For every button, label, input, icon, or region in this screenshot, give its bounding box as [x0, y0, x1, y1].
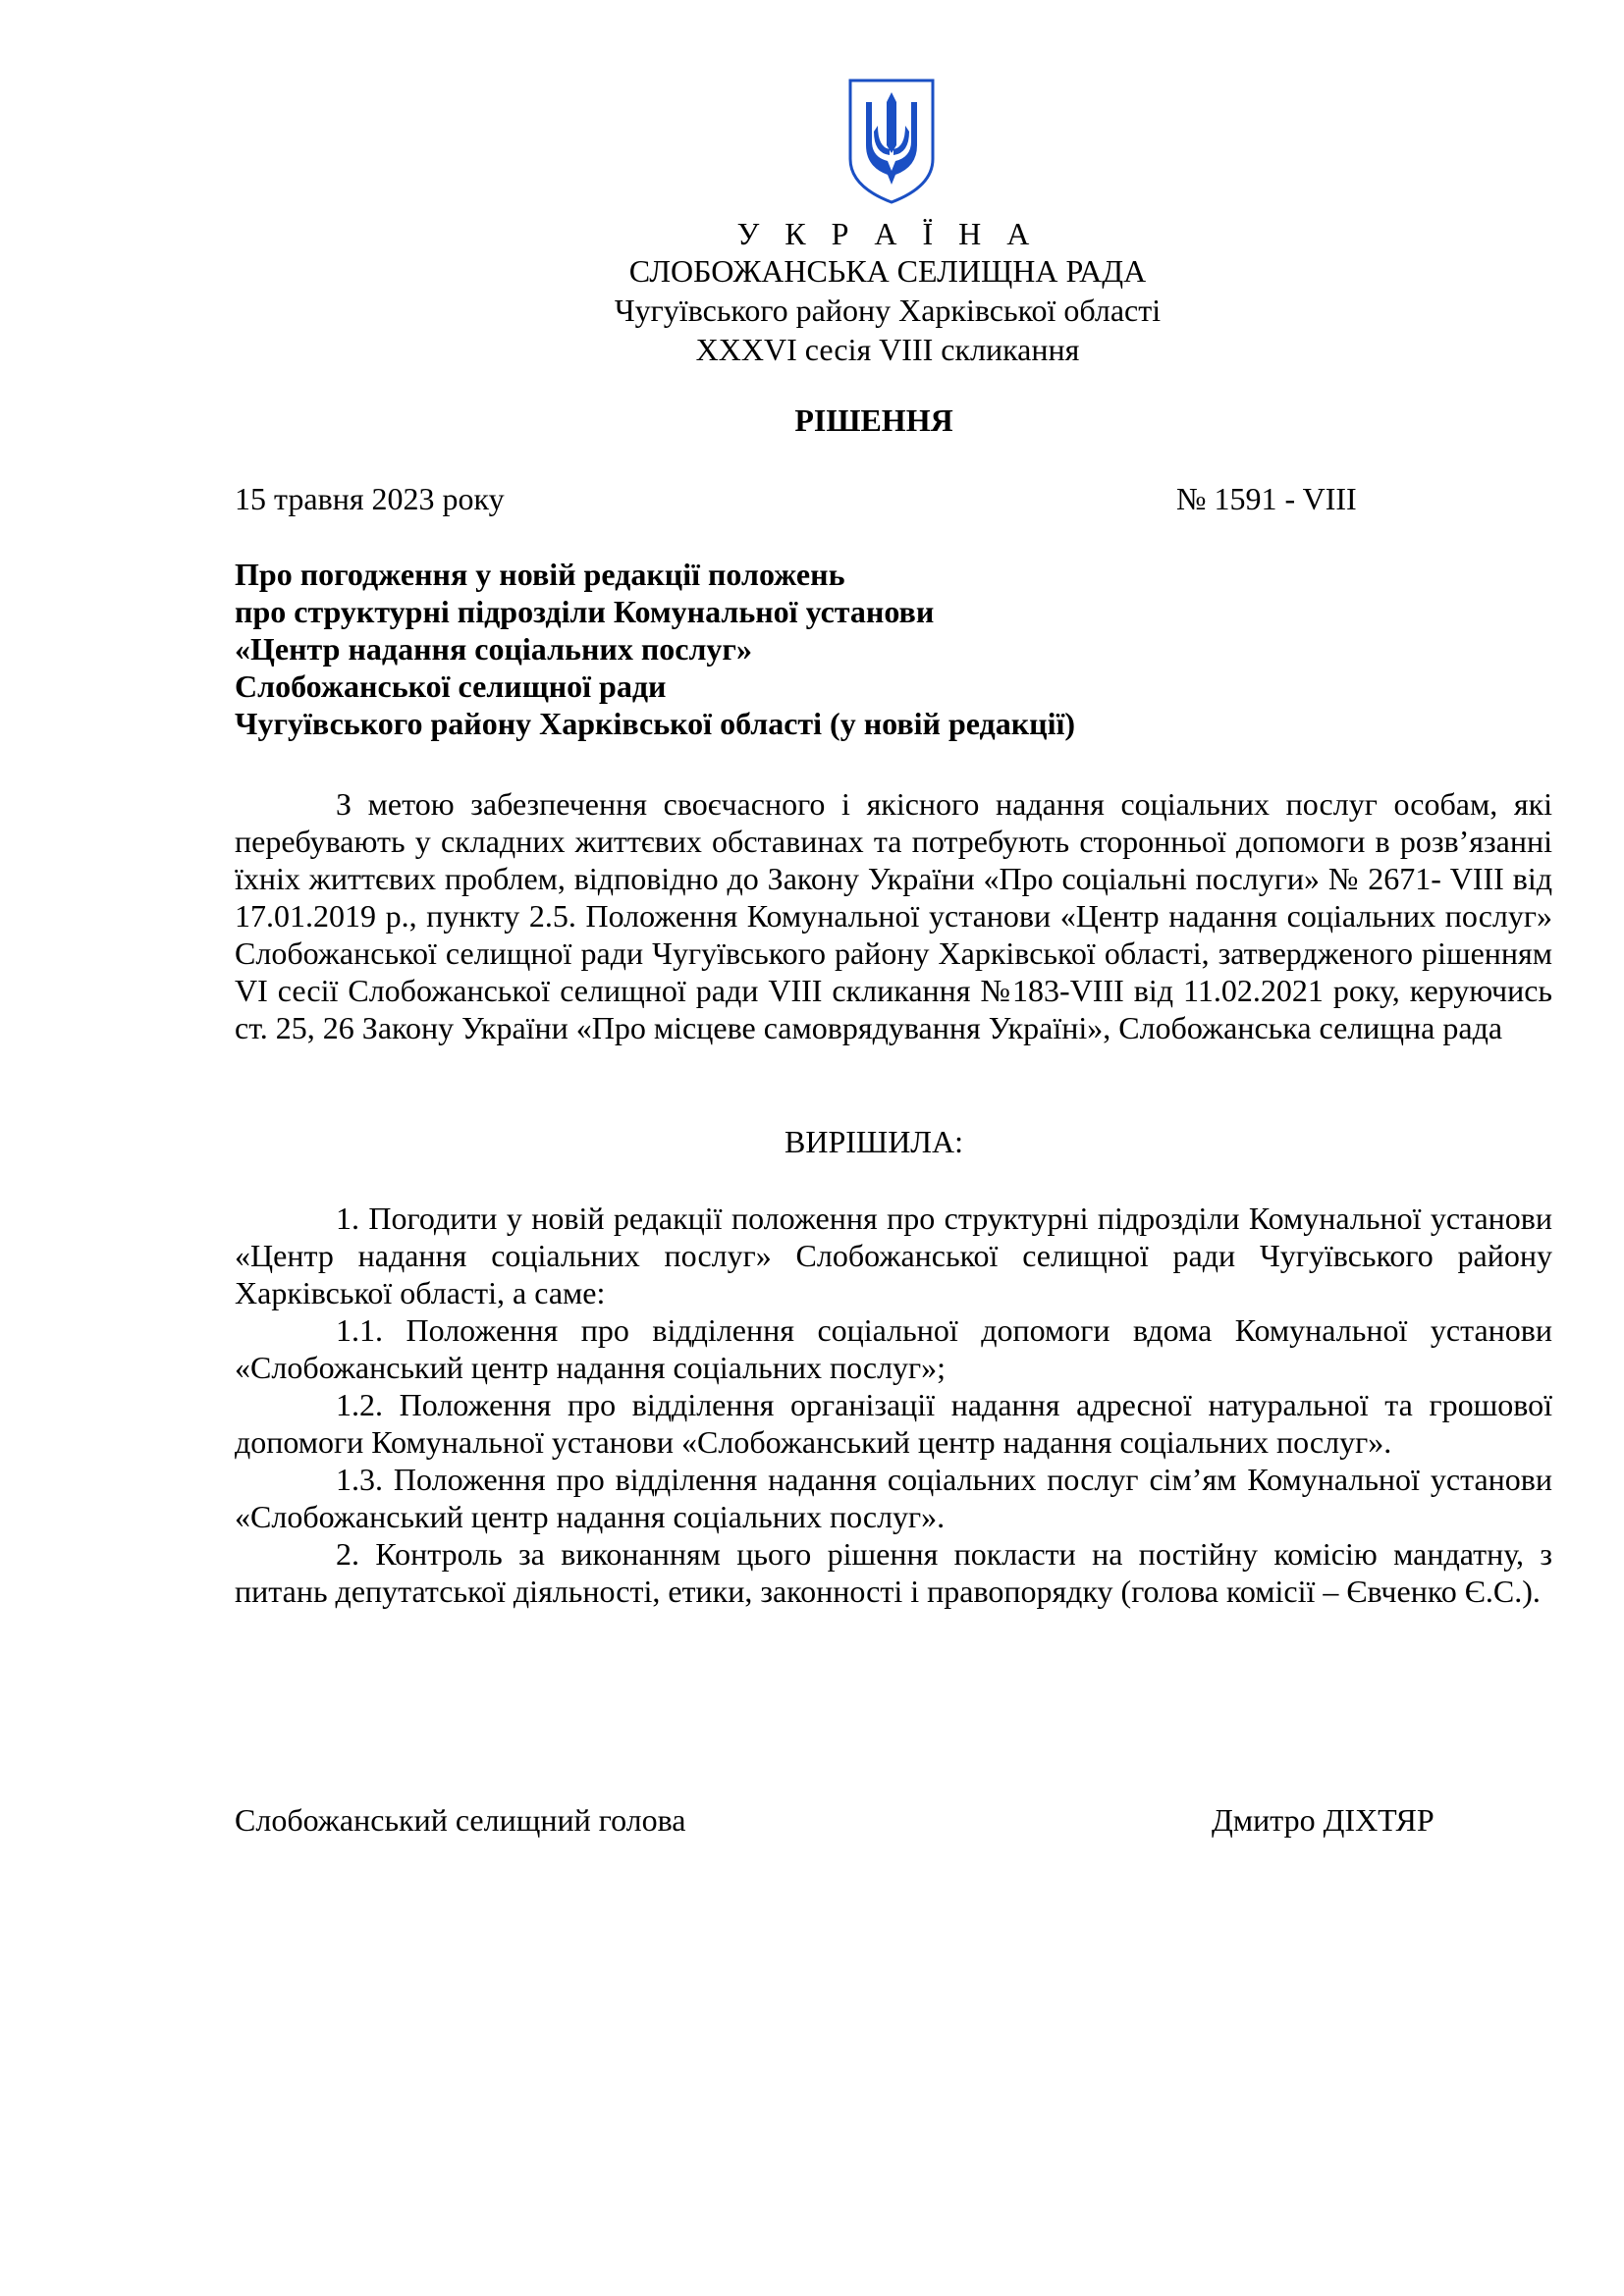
- session-heading: XXXVI сесія VIII скликання: [695, 332, 1080, 367]
- resolution-item: 1.2. Положення про відділення організації надання адресної натуральної та грошової допомоги Комунальної установи «Слобожанський центр надання соціальних послуг».: [235, 1387, 1552, 1460]
- document-type-heading: РІШЕННЯ: [794, 402, 953, 438]
- district-heading: Чугуївського району Харківської області: [614, 293, 1162, 328]
- document-title: [235, 556, 1315, 742]
- resolution-item: 1.1. Положення про відділення соціальної допомоги вдома Комунальної установи «Слобожанський центр надання соціальних послуг»;: [235, 1312, 1552, 1385]
- title-line: Слобожанської селищної ради: [235, 668, 667, 704]
- title-line: Про погодження у новій редакції положень: [235, 557, 845, 592]
- resolution-item: 1.3. Положення про відділення надання соціальних послуг сім’ям Комунальної установи «Слобожанський центр надання соціальних послуг».: [235, 1462, 1552, 1534]
- title-line: «Центр надання соціальних послуг»: [235, 631, 752, 667]
- resolution-item: 2. Контроль за виконанням цього рішення покласти на постійну комісію мандатну, з питань депутатської діяльності, етики, законності і правопорядку (голова комісії – Євченко Є.С.).: [235, 1536, 1552, 1609]
- signatory-name: Дмитро ДІХТЯР: [1212, 1802, 1435, 1838]
- document-date: 15 травня 2023 року: [235, 481, 505, 516]
- resolution-item: 1. Погодити у новій редакції положення про структурні підрозділи Комунальної установи «Центр надання соціальних послуг» Слобожанської селищної ради Чугуївського району Харківської області, а саме:: [235, 1201, 1552, 1310]
- coat-of-arms-icon: [844, 77, 939, 206]
- signatory-position: Слобожанський селищний голова: [235, 1802, 686, 1838]
- document-number: № 1591 - VIII: [1176, 481, 1357, 516]
- council-heading: СЛОБОЖАНСЬКА СЕЛИЩНА РАДА: [628, 253, 1147, 289]
- resolution-items: [235, 1200, 1552, 1610]
- country-heading: У К Р А Ї Н А: [736, 216, 1039, 251]
- preamble-paragraph: З метою забезпечення своєчасного і якісного надання соціальних послуг особам, які перебувають у складних життєвих обставинах та потребують сторонньої допомоги в розв’язанні їхніх життєвих проблем, відповідно до Закону України «Про соціальні послуги» № 2671- VIII від 17.01.2019 р., пункту 2.5. Положення Комунальної установи «Центр надання соціальних послуг» Слобожанської селищної ради Чугуївського району Харківської області, затвердженого рішенням VI сесії Слобожанської селищної ради VIII скликання №183-VIII від 11.02.2021 року, керуючись ст. 25, 26 Закону України «Про місцеве самоврядування Україні», Слобожанська селищна рада: [235, 786, 1552, 1045]
- decided-heading: ВИРІШИЛА:: [785, 1124, 963, 1159]
- title-line: про структурні підрозділи Комунальної установи: [235, 594, 935, 629]
- title-line: Чугуївського району Харківської області (у новій редакції): [235, 706, 1076, 741]
